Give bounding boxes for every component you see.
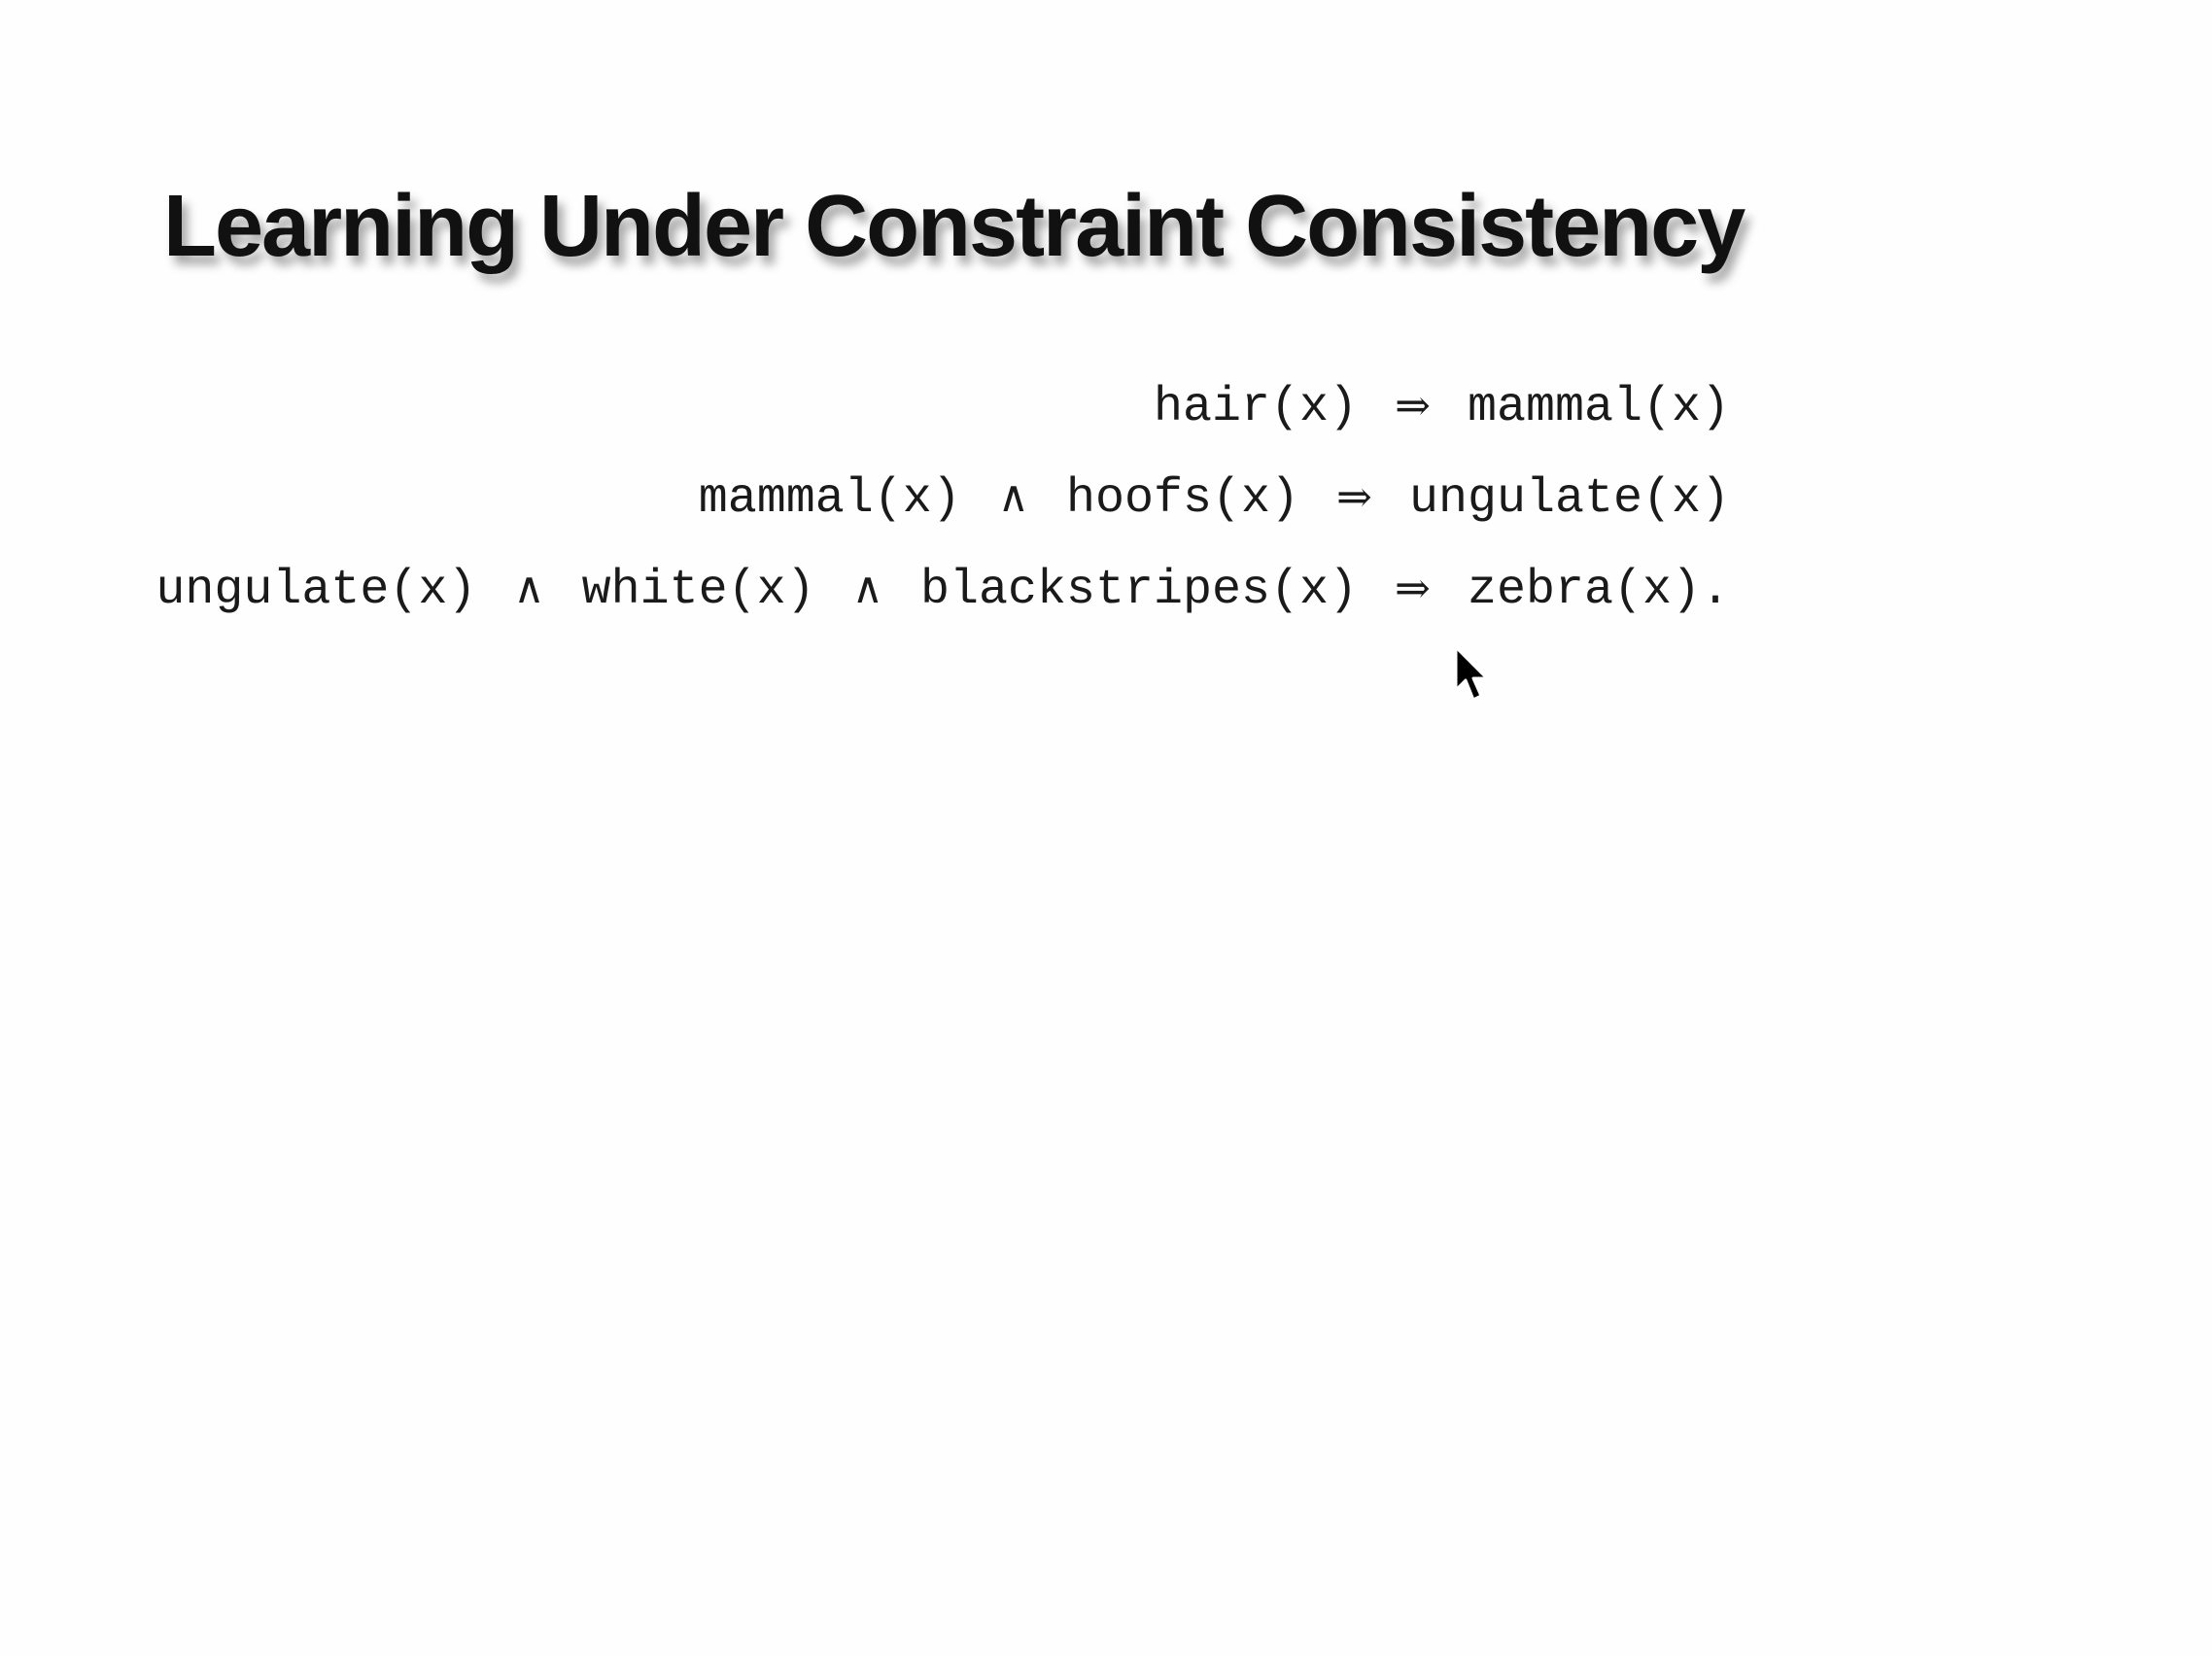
rule-term: white(x) (581, 563, 815, 618)
and-symbol: ∧ (851, 564, 883, 613)
rule-conclusion: zebra(x) (1467, 563, 1701, 618)
rule-2 (156, 453, 1730, 544)
and-symbol: ∧ (513, 564, 545, 613)
rule-end-period: . (1700, 563, 1730, 618)
rule-conclusion: ungulate(x) (1408, 471, 1730, 527)
implies-symbol: ⇒ (1395, 381, 1431, 431)
mouse-pointer-icon (1454, 645, 1493, 704)
rule-list (156, 362, 1730, 636)
rule-term: hair(x) (1154, 380, 1359, 435)
rule-term: ungulate(x) (156, 563, 477, 618)
implies-symbol: ⇒ (1395, 564, 1431, 613)
rule-term: blackstripes(x) (919, 563, 1359, 618)
rule-1 (156, 362, 1730, 453)
rule-term: hoofs(x) (1065, 471, 1300, 527)
and-symbol: ∧ (997, 472, 1029, 522)
rule-term: mammal(x) (698, 471, 961, 527)
implies-symbol: ⇒ (1336, 472, 1372, 522)
rule-conclusion: mammal(x) (1467, 380, 1730, 435)
rule-3 (156, 544, 1730, 636)
slide-title: Learning Under Constraint Consistency (163, 178, 1745, 275)
